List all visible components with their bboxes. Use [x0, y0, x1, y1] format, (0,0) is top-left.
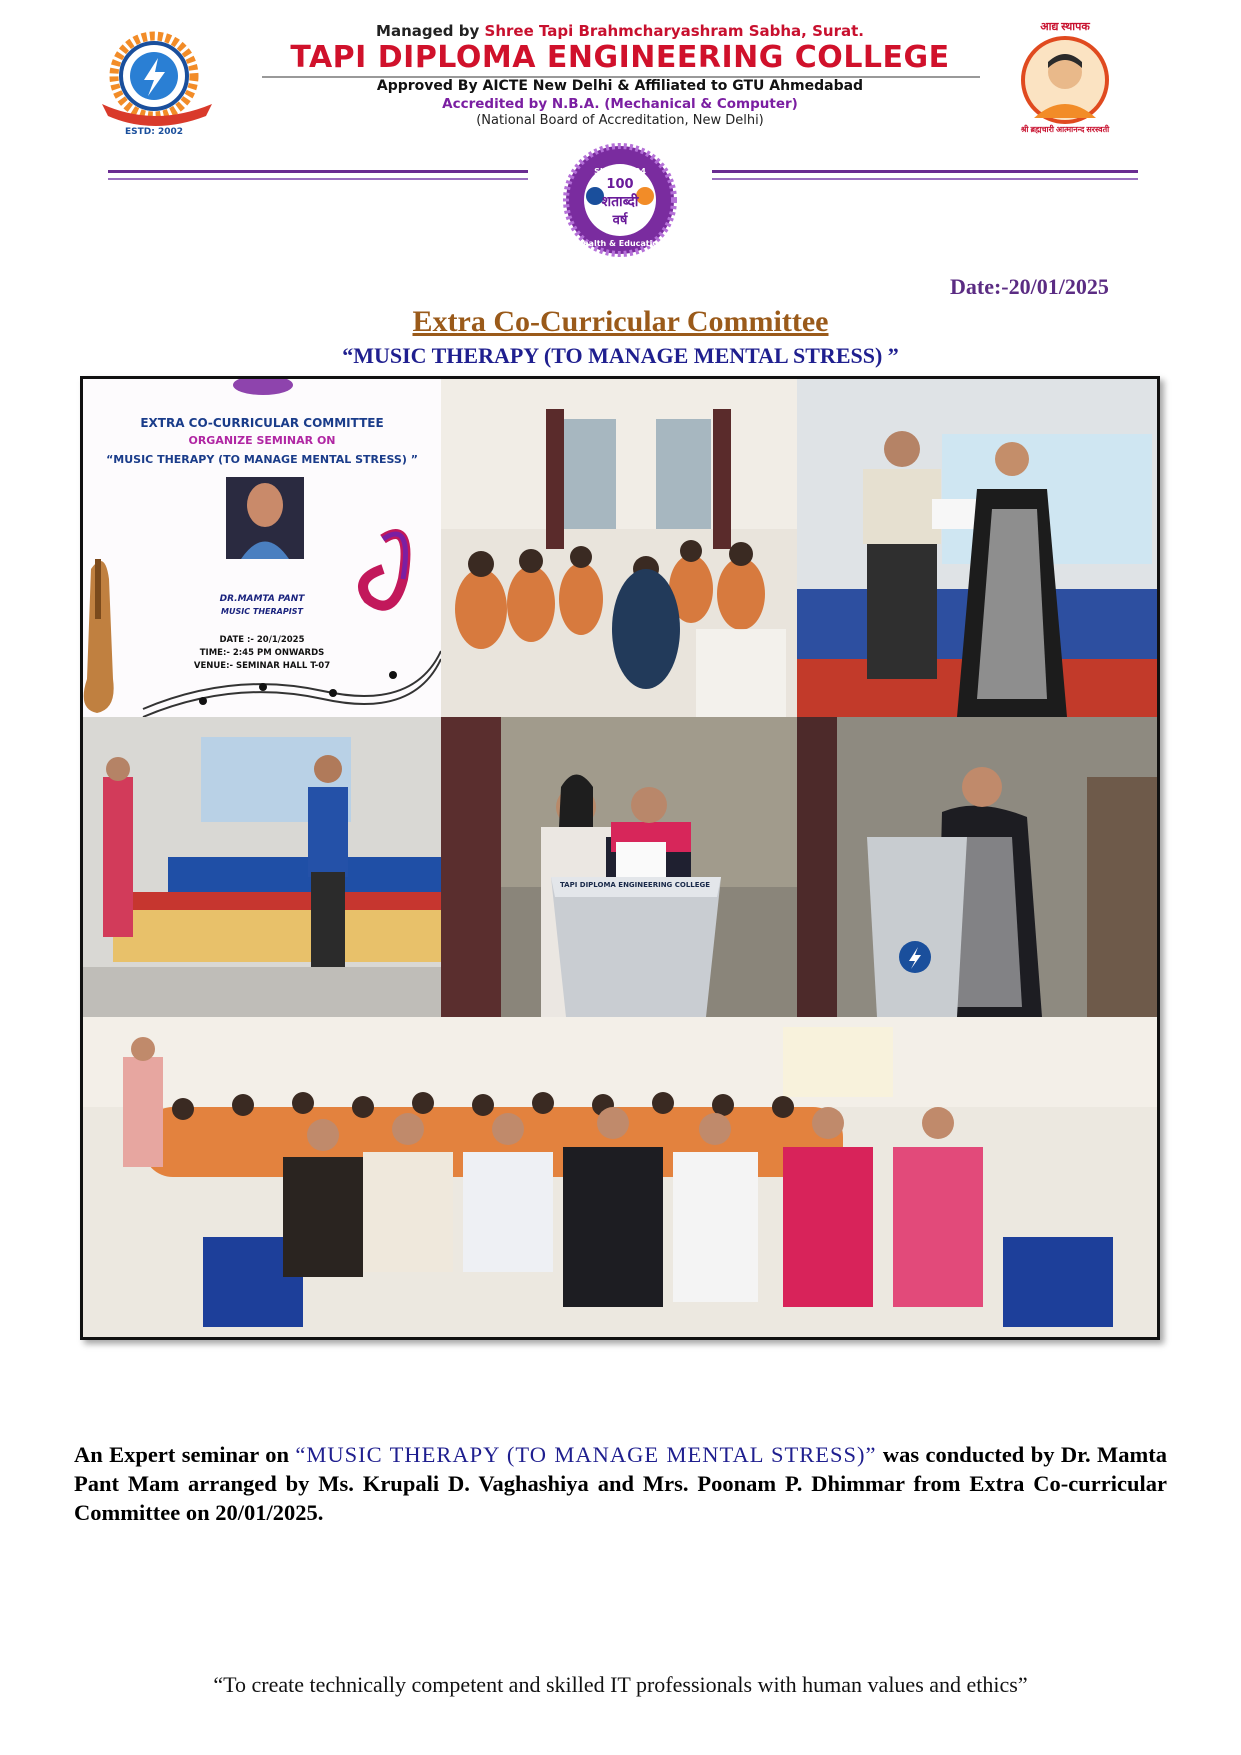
- seal-word2: वर्ष: [612, 213, 628, 228]
- footer-quote: “To create technically competent and skilled IT professionals with human values and ethics”: [213, 1672, 1028, 1697]
- centenary-seal: [525, 138, 715, 258]
- accreditation-line: Accredited by N.B.A. (Mechanical & Computer): [442, 96, 798, 112]
- managed-prefix: Managed by: [376, 22, 480, 40]
- poster-subheading: ORGANIZE SEMINAR ON: [188, 434, 336, 447]
- felicitation-photo: [797, 379, 1157, 717]
- speaker-at-podium-photo: [797, 717, 1157, 1017]
- committee-title: [0, 305, 1241, 339]
- nba-full-name: (National Board of Accreditation, New Delhi): [476, 113, 764, 128]
- committee-title-text: Extra Co-Curricular Committee: [412, 305, 829, 338]
- seal-word1: शताब्दी: [601, 194, 639, 210]
- audience-photo: [441, 379, 797, 717]
- logo-estd: ESTD: 2002: [124, 127, 184, 137]
- anchors-photo: [441, 717, 797, 1017]
- header-rule-right-thin: [712, 178, 1138, 180]
- student-speaker-photo: [83, 717, 441, 1017]
- header-rule-right: [712, 170, 1138, 173]
- header-rule-left: [108, 170, 528, 173]
- poster-speaker-role: MUSIC THERAPIST: [221, 607, 303, 616]
- poster-date: DATE :- 20/1/2025: [219, 635, 305, 645]
- poster-venue: VENUE:- SEMINAR HALL T-07: [193, 661, 331, 671]
- approval-line: Approved By AICTE New Delhi & Affiliated to GTU Ahmedabad: [376, 78, 864, 94]
- poster-topic: “MUSIC THERAPY (TO MANAGE MENTAL STRESS) ”: [106, 453, 418, 466]
- managed-by-name: Shree Tapi Brahmcharyashram Sabha, Surat.: [484, 22, 864, 40]
- poster-time: TIME:- 2:45 PM ONWARDS: [199, 648, 325, 658]
- header-rule-left-thin: [108, 178, 528, 180]
- event-description: [74, 1440, 1167, 1527]
- founder-logo-top-text: आद्य स्थापक: [1040, 21, 1090, 33]
- description-topic: “MUSIC THERAPY (TO MANAGE MENTAL STRESS)”: [295, 1442, 877, 1467]
- college-name: TAPI DIPLOMA ENGINEERING COLLEGE: [290, 40, 950, 75]
- description-rest: was conducted by Dr. Mamta Pant Mam arranged by Ms. Krupali D. Vaghashiya and Mrs. Poonam P. Dhimmar from Extra Co-curricular Committee on 20/01/2025.: [74, 1442, 1168, 1525]
- anchors-photo-scene: [441, 717, 797, 1017]
- founder-logo-bottom-text: श्री ब्रह्मचारी आत्मानन्द सरस्वती: [1020, 125, 1110, 134]
- seal-tagline: Health & Education: [576, 239, 664, 248]
- managed-by-line: [260, 22, 980, 40]
- description-lead: An Expert seminar on: [74, 1442, 289, 1467]
- group-photo: [83, 1017, 1157, 1337]
- seal-number: 100: [606, 177, 634, 192]
- event-poster: [83, 379, 441, 717]
- founder-portrait-logo: [1000, 18, 1130, 136]
- seal-since: SINCE 1924: [594, 167, 646, 176]
- poster-speaker-name: DR.MAMTA PANT: [219, 594, 305, 604]
- photo-collage: [80, 376, 1160, 1340]
- document-date: Date:-20/01/2025: [950, 274, 1109, 299]
- podium-label: TAPI DIPLOMA ENGINEERING COLLEGE: [559, 881, 711, 889]
- event-subtitle: “MUSIC THERAPY (TO MANAGE MENTAL STRESS) ”: [342, 343, 899, 368]
- poster-heading: EXTRA CO-CURRICULAR COMMITTEE: [140, 416, 384, 430]
- college-logo: [88, 28, 236, 140]
